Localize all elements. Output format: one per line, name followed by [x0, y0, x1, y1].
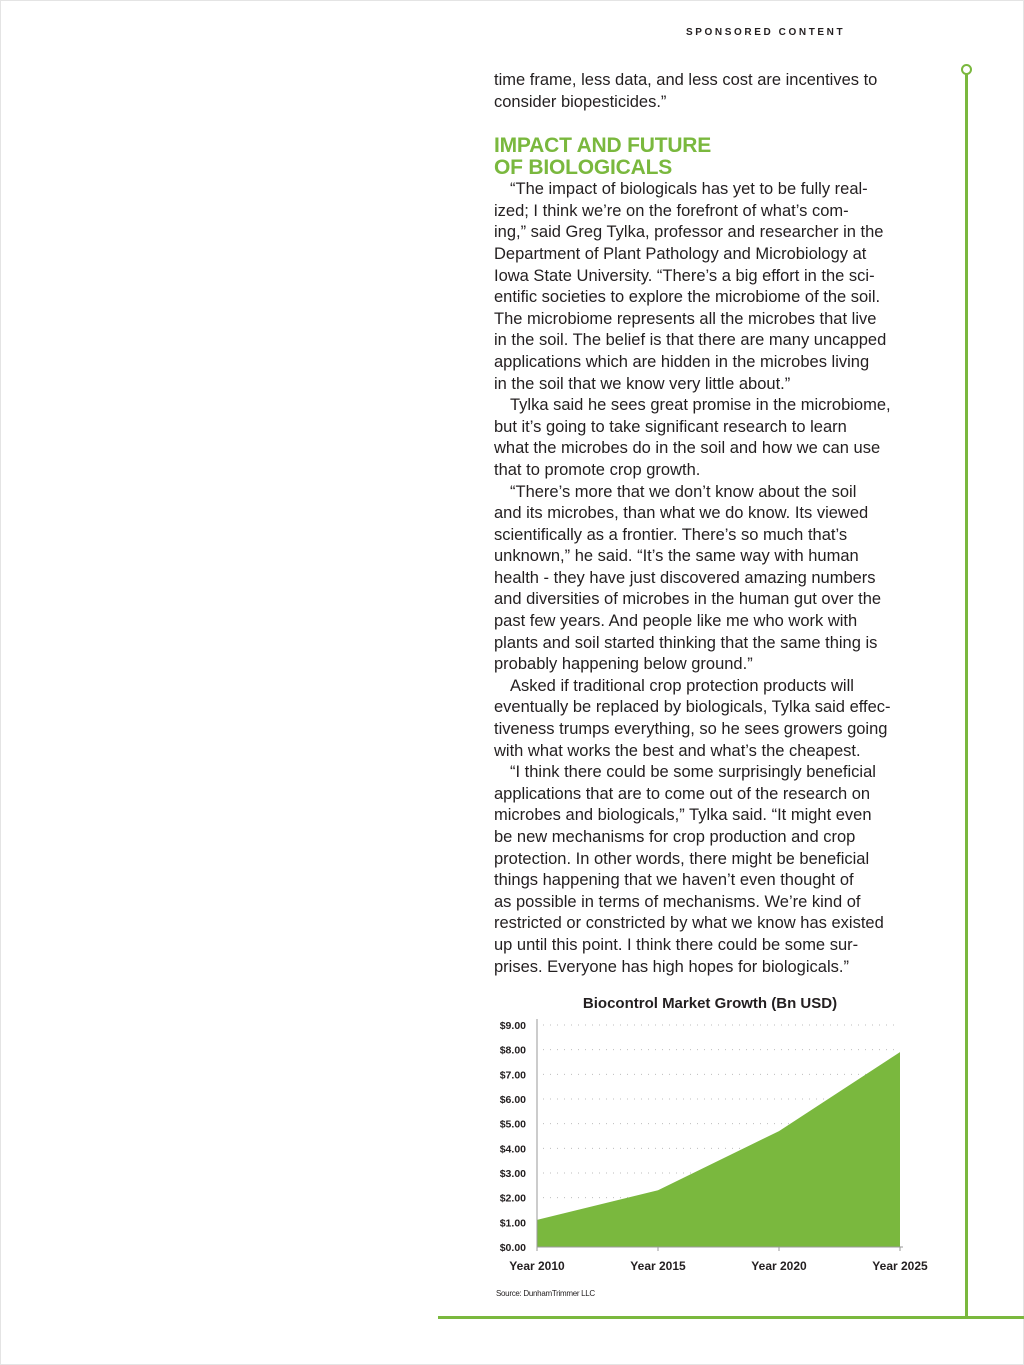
- chart-title: Biocontrol Market Growth (Bn USD): [582, 995, 838, 1012]
- article-column: [494, 70, 934, 978]
- y-tick-label: $8.00: [499, 1044, 526, 1057]
- text-line: time frame, less data, and less cost are incentives to: [494, 71, 878, 89]
- x-tick-label: Year 2010: [509, 1259, 565, 1273]
- x-tick-label: Year 2025: [872, 1259, 928, 1273]
- intro-paragraph: [494, 70, 934, 113]
- paragraph-1: “The impact of biologicals has yet to be fully real- ized; I think we’re on the forefront of what’s com- ing,” said Greg Tylka, professor and researcher in the Department of Plant Pathology and Microbiology at Iowa State University. “There’s a big effort in the sci- entific societies to explore the microbiome of the soil. The microbiome represents all the microbes that live in the soil. The belief is that there are many uncapped applications which are hidden in the microbes living in the soil that we know very little about.”: [494, 180, 887, 393]
- x-tick-label: Year 2015: [630, 1259, 686, 1273]
- paragraph-4: Asked if traditional crop protection products will eventually be replaced by biologicals, Tylka said effec- tiveness trumps everything, so he sees growers going with what works the best and what’s the cheapest.: [494, 676, 891, 760]
- section-heading: IMPACT AND FUTURE OF BIOLOGICALS: [494, 134, 712, 180]
- y-tick-label: $1.00: [499, 1217, 526, 1230]
- paragraph-2: Tylka said he sees great promise in the microbiome, but it’s going to take significant research to learn what the microbes do in the soil and how we can use that to promote crop growth.: [494, 396, 891, 479]
- y-tick-label: $2.00: [499, 1192, 526, 1205]
- y-tick-label: $3.00: [499, 1168, 526, 1180]
- paragraph-3: “There’s more that we don’t know about the soil and its microbes, than what we do know. Its viewed scientifically as a frontier. There’s so much that’s unknown,” he said. “It’s the same way with human health - they have just discovered amazing numbers and diversities of microbes in the human gut over the past few years. And people like me who work with plants and soil started thinking that the same thing is probably happening below ground.”: [494, 482, 882, 674]
- paragraph-5: “I think there could be some surprisingly beneficial applications that are to come out of the research on microbes and biologicals,” Tylka said. “It might even be new mechanisms for crop production and crop protection. In other words, there might be beneficial things happening that we haven’t even thought of as possible in terms of mechanisms. We’re kind of restricted or constricted by what we know has existed up until this point. I think there could be some sur- prises. Everyone has high hopes for biologicals.”: [494, 763, 884, 976]
- y-tick-label: $9.00: [499, 1020, 526, 1032]
- area-series: [537, 1052, 900, 1247]
- text-line: consider biopesticides.”: [494, 92, 667, 111]
- horizontal-rule: [438, 1316, 1024, 1319]
- y-tick-label: $0.00: [499, 1242, 526, 1254]
- sponsored-content-label: SPONSORED CONTENT: [686, 27, 846, 38]
- chart-svg: [480, 990, 950, 1290]
- y-tick-label: $6.00: [499, 1094, 526, 1106]
- chart-source: Source: DunhamTrimmer LLC: [496, 1289, 595, 1298]
- vertical-rule: [965, 74, 968, 1318]
- y-tick-label: $5.00: [499, 1118, 526, 1131]
- x-tick-label: Year 2020: [751, 1259, 807, 1273]
- y-tick-label: $7.00: [499, 1069, 526, 1082]
- market-growth-chart: [480, 990, 950, 1310]
- y-tick-label: $4.00: [499, 1143, 526, 1156]
